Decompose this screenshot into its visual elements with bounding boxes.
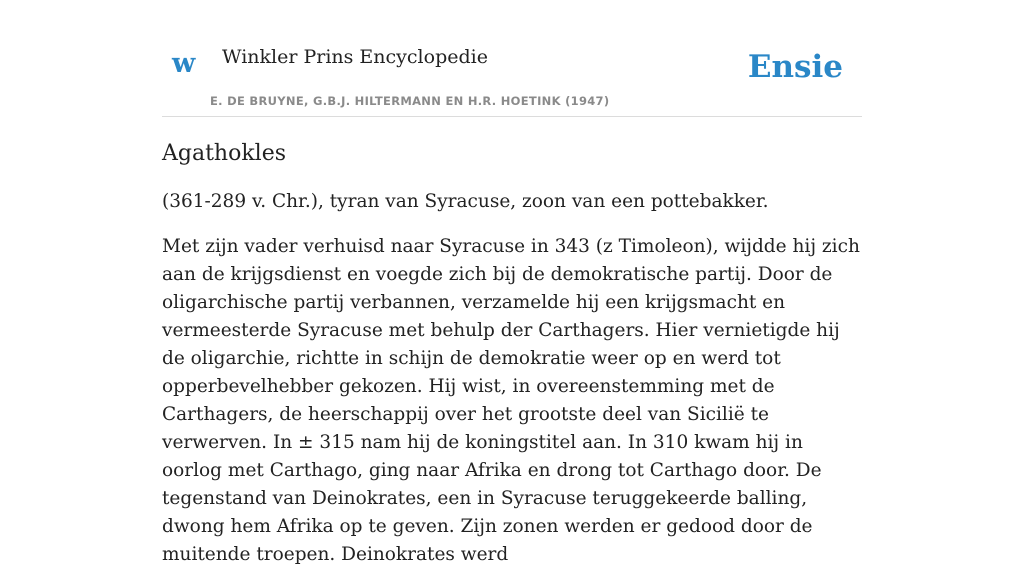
site-title[interactable]: Winkler Prins Encyclopedie — [222, 46, 488, 68]
article — [162, 139, 862, 569]
article-body: Met zijn vader verhuisd naar Syracuse in 343 (z Timoleon), wijdde hij zich aan de krijgsdienst en voegde zich bij de demokratische partij. Door de oligarchische partij verbannen, verzamelde hij een krijgsmacht en vermeesterde Syracuse met behulp der Carthagers. Hier vernietigde hij de oligarchie, richtte in schijn de demokratie weer op en werd tot opperbevelhebber gekozen. Hij wist, in overeenstemming met de Carthagers, de heerschappij over het grootste deel van Sicilië te verwerven. In ± 315 nam hij de koningstitel aan. In 310 kwam hij in oorlog met Carthago, ging naar Afrika en drong tot Carthago door. De tegenstand van Deinokrates, een in Syracuse teruggekeerde balling, dwong hem Afrika op te geven. Zijn zonen werden er gedood door de muitende troepen. Deinokrates werd — [162, 235, 860, 565]
winkler-prins-logo[interactable]: w — [172, 48, 196, 79]
site-header — [162, 0, 862, 117]
article-lead: (361-289 v. Chr.), tyran van Syracuse, zoon van een pottebakker. — [162, 190, 769, 212]
article-title: Agathokles — [162, 141, 287, 166]
source-authors: E. DE BRUYNE, G.B.J. HILTERMANN EN H.R. HOETINK (1947) — [210, 94, 610, 108]
ensie-logo[interactable]: Ensie — [747, 49, 843, 85]
